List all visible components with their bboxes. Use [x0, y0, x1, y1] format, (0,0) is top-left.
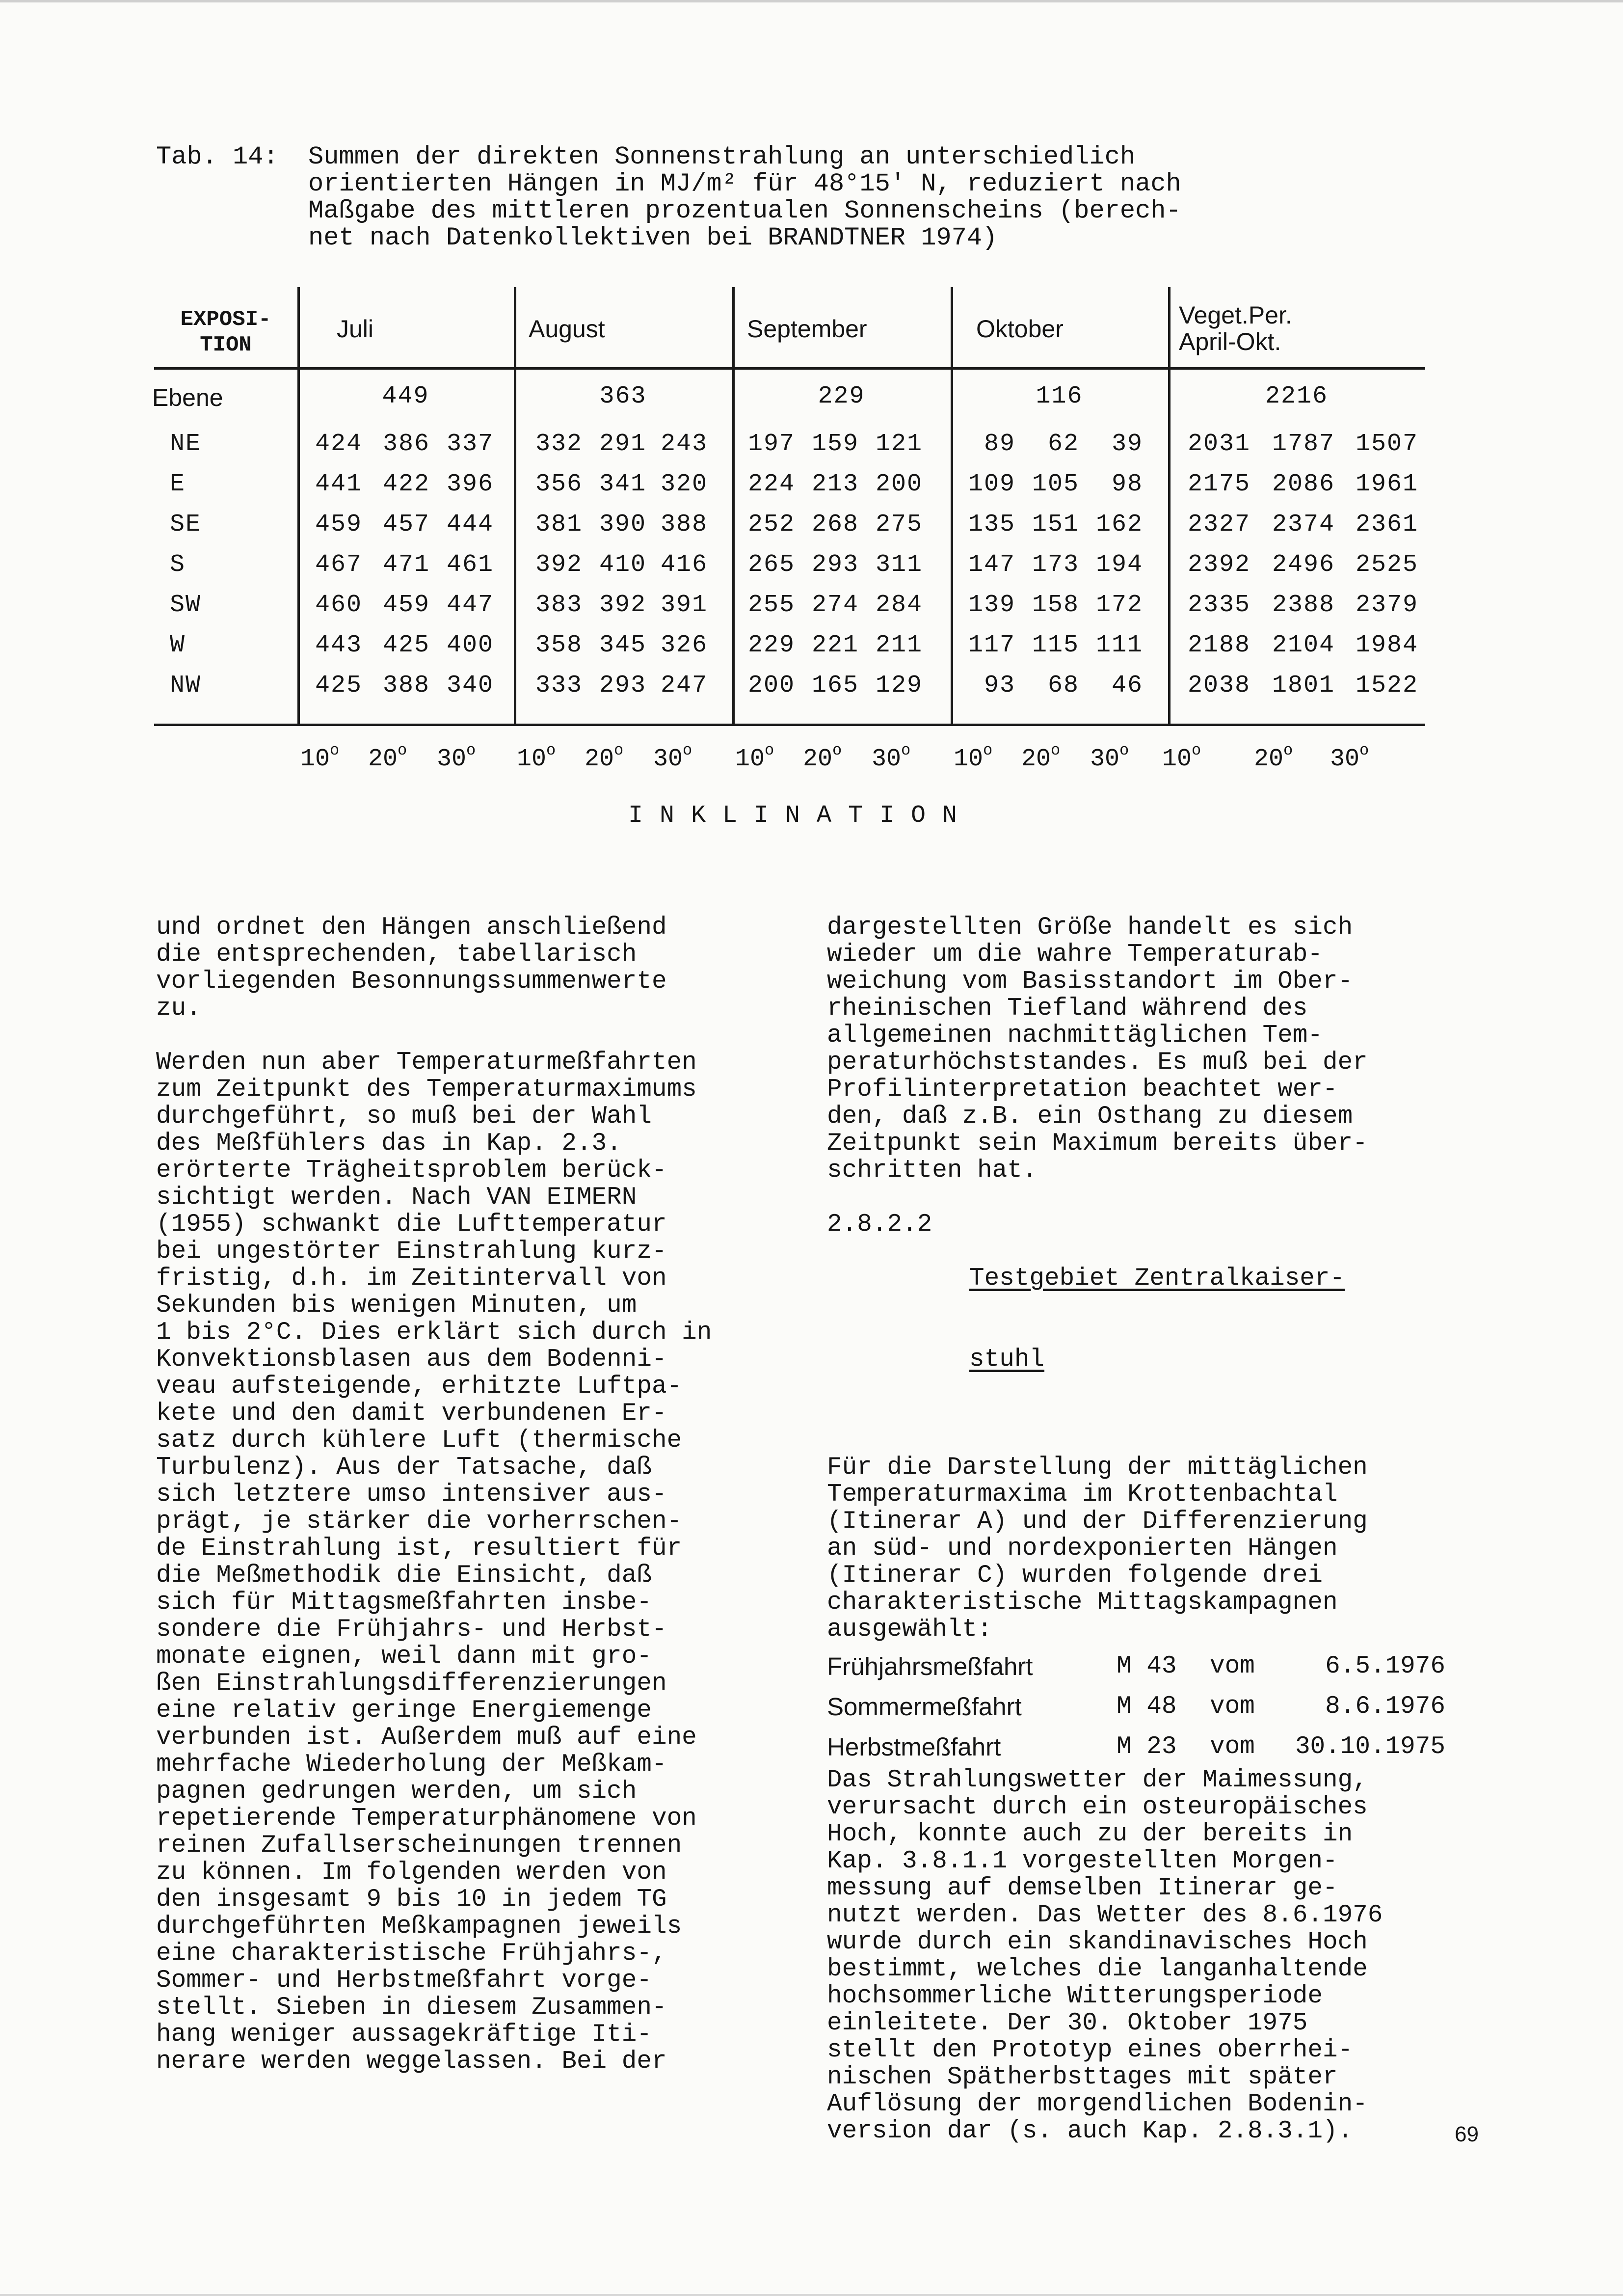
- text-line: die Meßmethodik die Einsicht, daß: [156, 1562, 652, 1590]
- exposition-label: W: [170, 631, 186, 659]
- table-value: 135: [968, 511, 1015, 539]
- table-value: 165: [811, 672, 859, 700]
- table-value: 98: [1111, 470, 1143, 498]
- text-line: bei ungestörter Einstrahlung kurz-: [156, 1238, 667, 1266]
- table-value: 2188: [1187, 631, 1251, 659]
- table-value: 461: [446, 551, 494, 579]
- table-value: 340: [446, 672, 494, 700]
- inclination-label: 20$^o$: [1021, 741, 1061, 773]
- text-line: fristig, d.h. im Zeitintervall von: [156, 1265, 667, 1293]
- table-value: 392: [535, 551, 583, 579]
- text-line: zu können. Im folgenden werden von: [156, 1859, 667, 1887]
- degree-sign: o: [901, 741, 911, 759]
- inclination-label: 20$^o$: [803, 741, 842, 773]
- table-value: 1801: [1272, 672, 1335, 700]
- table-value: 162: [1095, 511, 1143, 539]
- degree-sign: o: [1283, 741, 1293, 759]
- text-line: eine relativ geringe Energiemenge: [156, 1697, 652, 1725]
- caption-line: net nach Datenkollektiven bei BRANDTNER 1974): [308, 223, 998, 252]
- text-line: vorliegenden Besonnungssummenwerte: [156, 968, 667, 996]
- degree-sign: o: [1119, 741, 1129, 759]
- text-line: ausgewählt:: [827, 1616, 992, 1644]
- inclination-label: 10$^o$: [300, 741, 340, 773]
- table-value: 93: [984, 672, 1015, 700]
- text-line: Das Strahlungswetter der Maimessung,: [827, 1766, 1368, 1794]
- table-value: 2038: [1187, 672, 1251, 700]
- table-value: 425: [382, 631, 430, 659]
- table-value: 197: [747, 430, 795, 458]
- page-number: 69: [1455, 2122, 1479, 2146]
- table-value: 275: [875, 511, 923, 539]
- table-value: 400: [446, 631, 494, 659]
- text-line: Temperaturmaxima im Krottenbachtal: [827, 1481, 1338, 1509]
- text-line: version dar (s. auch Kap. 2.8.3.1).: [827, 2117, 1353, 2145]
- text-line: hochsommerliche Witterungsperiode: [827, 1982, 1323, 2010]
- table-column-rule: [951, 287, 953, 726]
- section-title: Testgebiet Zentralkaiser-: [969, 1265, 1345, 1293]
- table-value: 200: [875, 470, 923, 498]
- table-value: 265: [747, 551, 795, 579]
- table-value: 2525: [1355, 551, 1418, 579]
- inclination-label: 30$^o$: [437, 741, 476, 773]
- text-line: durchgeführt, so muß bei der Wahl: [156, 1103, 652, 1131]
- text-line: bestimmt, welches die langanhaltende: [827, 1955, 1368, 1983]
- text-line: hang weniger aussagekräftige Iti-: [156, 2021, 652, 2049]
- table-value: 147: [968, 551, 1015, 579]
- text-line: (Itinerar C) wurden folgende drei: [827, 1562, 1323, 1590]
- table-column-rule: [732, 287, 735, 726]
- column-header: September: [747, 315, 867, 343]
- text-line: Zeitpunkt sein Maximum bereits über-: [827, 1130, 1368, 1158]
- table-value: 2086: [1272, 470, 1335, 498]
- inclination-label: 20$^o$: [1254, 741, 1293, 773]
- table-value: 293: [599, 672, 646, 700]
- text-line: de Einstrahlung ist, resultiert für: [156, 1535, 682, 1563]
- table-value: 381: [535, 511, 583, 539]
- paragraph-gap: [156, 1022, 774, 1049]
- table-value: 268: [811, 511, 859, 539]
- ebene-value: 363: [599, 382, 647, 410]
- table-value: 224: [747, 470, 795, 498]
- table-value: 1522: [1355, 672, 1418, 700]
- table-value: 62: [1047, 430, 1079, 458]
- section-heading: [827, 1211, 1455, 1427]
- text-line: (1955) schwankt die Lufttemperatur: [156, 1211, 667, 1239]
- degree-sign: o: [330, 741, 340, 759]
- table-value: 2327: [1187, 511, 1251, 539]
- table-value: 243: [660, 430, 708, 458]
- inclination-label: 10$^o$: [735, 741, 774, 773]
- text-line: Für die Darstellung der mittäglichen: [827, 1454, 1368, 1482]
- text-line: den insgesamt 9 bis 10 in jedem TG: [156, 1886, 667, 1914]
- table-value: 111: [1095, 631, 1143, 659]
- caption-label: Tab. 14:: [156, 142, 279, 171]
- text-line: sich letztere umso intensiver aus-: [156, 1481, 667, 1509]
- table-value: 383: [535, 591, 583, 619]
- radiation-table: [152, 287, 1425, 773]
- table-value: 139: [968, 591, 1015, 619]
- left-text-column: [156, 914, 774, 2075]
- text-line: stellt. Sieben in diesem Zusammen-: [156, 1994, 667, 2022]
- text-line: stellt den Prototyp eines oberrhei-: [827, 2036, 1353, 2064]
- table-value: 341: [599, 470, 646, 498]
- campaign-name: Herbstmeßfahrt: [827, 1732, 1001, 1761]
- text-line: nischen Spätherbsttages mit später: [827, 2063, 1338, 2091]
- table-value: 105: [1032, 470, 1079, 498]
- text-line: pagnen gedrungen werden, um sich: [156, 1778, 637, 1806]
- table-value: 247: [660, 672, 708, 700]
- table-value: 255: [747, 591, 795, 619]
- column-header: Juli: [337, 315, 374, 343]
- table-value: 2374: [1272, 511, 1335, 539]
- column-header: Veget.Per. April-Okt.: [1179, 301, 1292, 355]
- degree-sign: o: [398, 741, 407, 759]
- campaign-id: M 43: [1117, 1652, 1177, 1680]
- table-value: 159: [811, 430, 859, 458]
- campaign-row: [827, 1727, 1455, 1767]
- text-line: Turbulenz). Aus der Tatsache, daß: [156, 1454, 652, 1482]
- table-value: 422: [382, 470, 430, 498]
- text-line: ßen Einstrahlungsdifferenzierungen: [156, 1670, 667, 1698]
- table-value: 424: [315, 430, 362, 458]
- exposition-label: E: [170, 470, 186, 498]
- table-value: 293: [811, 551, 859, 579]
- table-value: 2031: [1187, 430, 1251, 458]
- inclination-label: 10$^o$: [1162, 741, 1201, 773]
- text-line: repetierende Temperaturphänomene von: [156, 1805, 697, 1833]
- campaign-word: vom: [1210, 1692, 1255, 1721]
- table-value: 121: [875, 430, 923, 458]
- ebene-value: 116: [1036, 382, 1083, 410]
- text-line: charakteristische Mittagskampagnen: [827, 1589, 1338, 1617]
- exposition-label: NW: [170, 672, 202, 700]
- text-line: sichtigt werden. Nach VAN EIMERN: [156, 1184, 637, 1212]
- table-value: 333: [535, 672, 583, 700]
- table-value: 459: [382, 591, 430, 619]
- campaign-row: [827, 1686, 1455, 1727]
- table-column-rule: [1168, 287, 1171, 726]
- table-value: 356: [535, 470, 583, 498]
- text-line: allgemeinen nachmittäglichen Tem-: [827, 1022, 1323, 1050]
- table-column-rule: [514, 287, 516, 726]
- degree-sign: o: [832, 741, 842, 759]
- table-value: 194: [1095, 551, 1143, 579]
- table-value: 221: [811, 631, 859, 659]
- table-value: 444: [446, 511, 494, 539]
- text-line: nutzt werden. Das Wetter des 8.6.1976: [827, 1901, 1383, 1929]
- table-value: 320: [660, 470, 708, 498]
- text-line: peraturhöchststandes. Es muß bei der: [827, 1049, 1368, 1077]
- text-line: satz durch kühlere Luft (thermische: [156, 1427, 682, 1455]
- bottom-edge-rule: [0, 2294, 1623, 2296]
- text-line: reinen Zufallserscheinungen trennen: [156, 1832, 682, 1860]
- table-value: 129: [875, 672, 923, 700]
- table-value: 39: [1111, 430, 1143, 458]
- section-title-cont: stuhl: [969, 1346, 1045, 1374]
- table-value: 332: [535, 430, 583, 458]
- inclination-title: INKLINATION: [628, 802, 974, 830]
- table-value: 2392: [1187, 551, 1251, 579]
- campaign-row: [827, 1646, 1455, 1686]
- table-value: 2361: [1355, 511, 1418, 539]
- exposition-label: SE: [170, 511, 202, 539]
- text-line: Sekunden bis wenigen Minuten, um: [156, 1292, 637, 1320]
- campaign-name: Frühjahrsmeßfahrt: [827, 1652, 1033, 1680]
- table-value: 457: [382, 511, 430, 539]
- exposition-label: SW: [170, 591, 202, 619]
- text-line: des Meßfühlers das in Kap. 2.3.: [156, 1130, 622, 1158]
- text-line: prägt, je stärker die vorherrschen-: [156, 1508, 682, 1536]
- degree-sign: o: [765, 741, 774, 759]
- text-line: dargestellten Größe handelt es sich: [827, 914, 1353, 942]
- campaign-id: M 48: [1117, 1692, 1177, 1721]
- inclination-label: 20$^o$: [368, 741, 407, 773]
- text-line: eine charakteristische Frühjahrs-,: [156, 1940, 667, 1968]
- text-line: einleitete. Der 30. Oktober 1975: [827, 2009, 1308, 2037]
- table-value: 172: [1095, 591, 1143, 619]
- ebene-label: Ebene: [152, 384, 223, 411]
- text-line: Profilinterpretation beachtet wer-: [827, 1076, 1338, 1104]
- degree-sign: o: [546, 741, 556, 759]
- table-column-rule: [297, 287, 300, 726]
- right-text-column: [827, 914, 1455, 2145]
- table-value: 2104: [1272, 631, 1335, 659]
- table-value: 115: [1032, 631, 1079, 659]
- table-caption: [156, 143, 1285, 251]
- table-value: 311: [875, 551, 923, 579]
- table-value: 211: [875, 631, 923, 659]
- table-value: 388: [382, 672, 430, 700]
- table-value: 151: [1032, 511, 1079, 539]
- text-line: Werden nun aber Temperaturmeßfahrten: [156, 1049, 697, 1077]
- text-line: sondere die Frühjahrs- und Herbst-: [156, 1616, 667, 1644]
- table-value: 447: [446, 591, 494, 619]
- table-value: 1787: [1272, 430, 1335, 458]
- table-value: 386: [382, 430, 430, 458]
- text-line: wurde durch ein skandinavisches Hoch: [827, 1928, 1368, 1956]
- campaign-word: vom: [1210, 1732, 1255, 1761]
- column-header: August: [529, 315, 605, 343]
- table-value: 2335: [1187, 591, 1251, 619]
- inclination-label: 30$^o$: [1090, 741, 1129, 773]
- text-line: verbunden ist. Außerdem muß auf eine: [156, 1724, 697, 1752]
- campaign-date: 30.10.1975: [1295, 1732, 1445, 1761]
- inclination-label: 30$^o$: [872, 741, 911, 773]
- exposition-label: S: [170, 551, 186, 579]
- text-line: den, daß z.B. ein Osthang zu diesem: [827, 1103, 1353, 1131]
- table-value: 459: [315, 511, 362, 539]
- table-value: 46: [1111, 672, 1143, 700]
- inclination-label: 20$^o$: [585, 741, 624, 773]
- table-value: 390: [599, 511, 646, 539]
- text-line: durchgeführten Meßkampagnen jeweils: [156, 1913, 682, 1941]
- text-line: Hoch, konnte auch zu der bereits in: [827, 1820, 1353, 1848]
- text-line: (Itinerar A) und der Differenzierung: [827, 1508, 1368, 1536]
- degree-sign: o: [683, 741, 692, 759]
- text-line: die entsprechenden, tabellarisch: [156, 941, 637, 969]
- table-value: 158: [1032, 591, 1079, 619]
- text-line: messung auf demselben Itinerar ge-: [827, 1874, 1338, 1902]
- text-line: kete und den damit verbundenen Er-: [156, 1400, 667, 1428]
- text-line: Konvektionsblasen aus dem Bodenni-: [156, 1346, 667, 1374]
- text-line: zum Zeitpunkt des Temperaturmaximums: [156, 1076, 697, 1104]
- campaign-id: M 23: [1117, 1732, 1177, 1761]
- top-edge-rule: [0, 0, 1623, 2]
- table-value: 173: [1032, 551, 1079, 579]
- table-value: 1961: [1355, 470, 1418, 498]
- text-line: Sommer- und Herbstmeßfahrt vorge-: [156, 1967, 652, 1995]
- table-value: 416: [660, 551, 708, 579]
- inclination-label: 10$^o$: [954, 741, 993, 773]
- table-value: 213: [811, 470, 859, 498]
- campaign-name: Sommermeßfahrt: [827, 1692, 1022, 1721]
- text-line: mehrfache Wiederholung der Meßkam-: [156, 1751, 667, 1779]
- table-value: 89: [984, 430, 1015, 458]
- text-line: und ordnet den Hängen anschließend: [156, 914, 667, 942]
- table-value: 326: [660, 631, 708, 659]
- degree-sign: o: [614, 741, 624, 759]
- inclination-label: 30$^o$: [1330, 741, 1369, 773]
- text-line: zu.: [156, 995, 201, 1023]
- table-value: 2496: [1272, 551, 1335, 579]
- text-line: 1 bis 2°C. Dies erklärt sich durch in: [156, 1319, 712, 1347]
- degree-sign: o: [1359, 741, 1369, 759]
- text-line: Kap. 3.8.1.1 vorgestellten Morgen-: [827, 1847, 1338, 1875]
- table-value: 1507: [1355, 430, 1418, 458]
- table-header-rule: [154, 367, 1425, 370]
- campaign-date: 8.6.1976: [1325, 1692, 1445, 1721]
- ebene-value: 449: [382, 382, 429, 410]
- text-line: nerare werden weggelassen. Bei der: [156, 2048, 667, 2076]
- table-value: 274: [811, 591, 859, 619]
- inclination-label: 30$^o$: [653, 741, 692, 773]
- text-line: weichung vom Basisstandort im Ober-: [827, 968, 1353, 996]
- caption-line: orientierten Hängen in MJ/m² für 48°15' N, reduziert nach: [308, 169, 1181, 198]
- ebene-value: 229: [818, 382, 865, 410]
- table-value: 109: [968, 470, 1015, 498]
- degree-sign: o: [466, 741, 476, 759]
- table-value: 443: [315, 631, 362, 659]
- table-value: 441: [315, 470, 362, 498]
- table-value: 2379: [1355, 591, 1418, 619]
- table-value: 471: [382, 551, 430, 579]
- text-line: an süd- und nordexponierten Hängen: [827, 1535, 1338, 1563]
- text-line: erörterte Trägheitsproblem berück-: [156, 1157, 667, 1185]
- campaign-word: vom: [1210, 1652, 1255, 1680]
- table-value: 2175: [1187, 470, 1251, 498]
- degree-sign: o: [1051, 741, 1061, 759]
- text-line: rheinischen Tiefland während des: [827, 995, 1308, 1023]
- table-value: 1984: [1355, 631, 1418, 659]
- table-value: 337: [446, 430, 494, 458]
- table-value: 358: [535, 631, 583, 659]
- table-value: 345: [599, 631, 646, 659]
- table-value: 392: [599, 591, 646, 619]
- table-value: 284: [875, 591, 923, 619]
- text-line: schritten hat.: [827, 1157, 1038, 1185]
- campaign-date: 6.5.1976: [1325, 1652, 1445, 1680]
- table-value: 460: [315, 591, 362, 619]
- table-value: 391: [660, 591, 708, 619]
- table-bottom-rule: [154, 724, 1425, 726]
- table-value: 2388: [1272, 591, 1335, 619]
- text-line: monate eignen, weil dann mit gro-: [156, 1643, 652, 1671]
- table-value: 410: [599, 551, 646, 579]
- table-value: 396: [446, 470, 494, 498]
- ebene-value: 2216: [1265, 382, 1329, 410]
- table-value: 200: [747, 672, 795, 700]
- text-line: veau aufsteigende, erhitzte Luftpa-: [156, 1373, 682, 1401]
- table-value: 68: [1047, 672, 1079, 700]
- section-number: 2.8.2.2: [827, 1211, 932, 1239]
- text-line: verursacht durch ein osteuropäisches: [827, 1793, 1368, 1821]
- text-line: sich für Mittagsmeßfahrten insbe-: [156, 1589, 652, 1617]
- text-line: Auflösung der morgendlichen Bodenin-: [827, 2090, 1368, 2118]
- row-header: EXPOSI- TION: [180, 307, 271, 357]
- table-value: 467: [315, 551, 362, 579]
- caption-line: Summen der direkten Sonnenstrahlung an unterschiedlich: [308, 142, 1136, 171]
- table-value: 252: [747, 511, 795, 539]
- table-value: 425: [315, 672, 362, 700]
- text-line: wieder um die wahre Temperaturab-: [827, 941, 1323, 969]
- table-value: 229: [747, 631, 795, 659]
- inclination-label: 10$^o$: [517, 741, 556, 773]
- table-value: 291: [599, 430, 646, 458]
- table-value: 117: [968, 631, 1015, 659]
- table-value: 388: [660, 511, 708, 539]
- exposition-label: NE: [170, 430, 202, 458]
- degree-sign: o: [1192, 741, 1201, 759]
- degree-sign: o: [983, 741, 993, 759]
- caption-line: Maßgabe des mittleren prozentualen Sonnenscheins (berech-: [308, 196, 1181, 225]
- column-header: Oktober: [976, 315, 1064, 343]
